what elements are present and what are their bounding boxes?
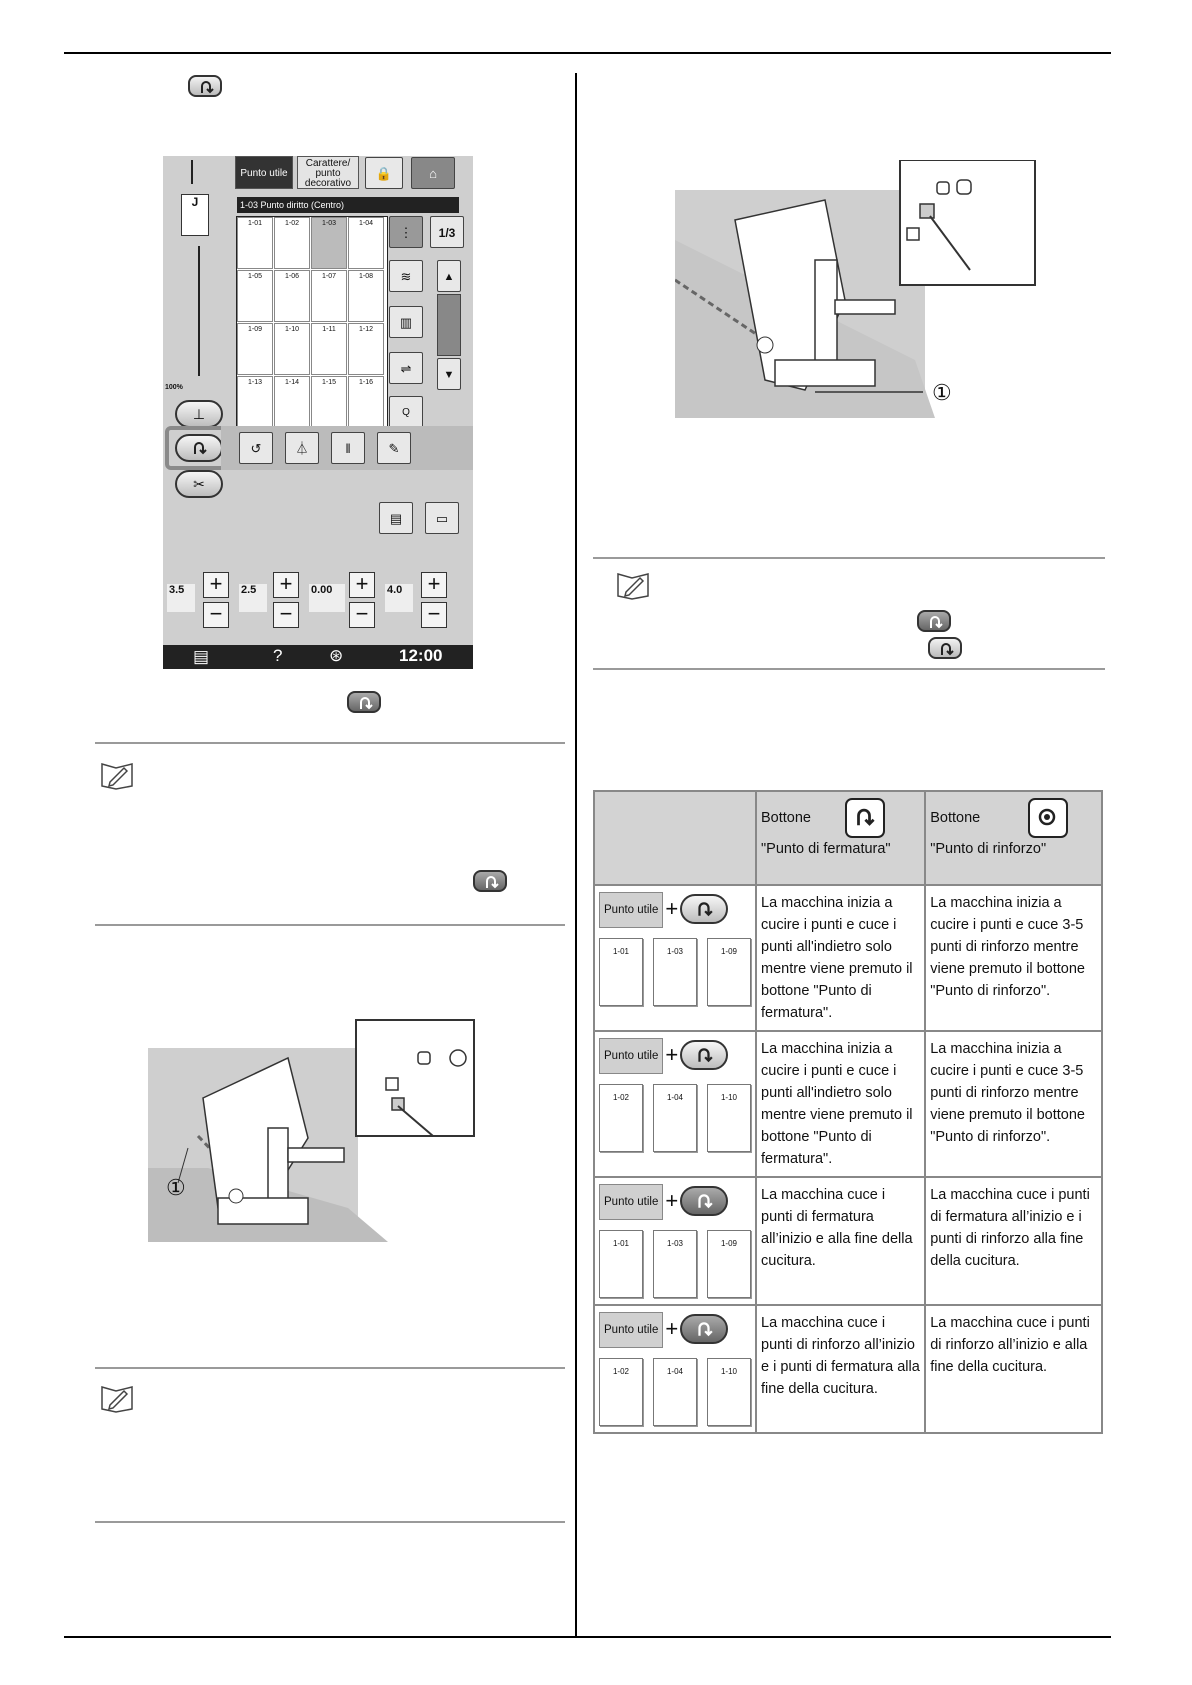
- stitch-cell[interactable]: 1-10: [274, 323, 310, 375]
- memory-button[interactable]: ▭: [425, 502, 459, 534]
- reverse-stitch-icon: [680, 894, 728, 924]
- stitch-thumbnail: 1-01: [599, 938, 643, 1006]
- category-button[interactable]: ▥: [389, 306, 423, 338]
- reinforcement-stitch-description: La macchina cuce i punti di fermatura all’inizio e i punti di rinforzo alla fine della cucitura.: [925, 1177, 1102, 1305]
- utility-stitch-label: Punto utile: [599, 1312, 663, 1348]
- table-row: [594, 885, 1102, 1031]
- table-row: [594, 1305, 1102, 1433]
- width-value: 3.5: [167, 584, 195, 612]
- stitch-combo-cell: Punto utile + 1-01 1-03 1-09: [594, 885, 756, 1031]
- reverse-stitch-icon: [845, 798, 885, 838]
- stitch-cell[interactable]: 1-09: [237, 323, 273, 375]
- header-empty-cell: [594, 791, 756, 885]
- table-row: [594, 1177, 1102, 1305]
- stitch-thumbnail: 1-09: [707, 1230, 751, 1298]
- stitch-cell[interactable]: 1-12: [348, 323, 384, 375]
- presser-foot-j-icon: J: [181, 194, 209, 236]
- stitch-cell[interactable]: 1-07: [311, 270, 347, 322]
- lock-icon[interactable]: 🔒: [365, 157, 403, 189]
- memo-top-rule: [95, 742, 565, 744]
- memo-top-rule: [593, 557, 1105, 559]
- header-reverse-stitch: Bottone "Punto di fermatura": [756, 791, 925, 885]
- needle-icon: [191, 160, 213, 184]
- stitch-thumbnail: 1-02: [599, 1084, 643, 1152]
- mirror-button[interactable]: ⏃: [285, 432, 319, 464]
- stitch-button-comparison-table: [593, 790, 1103, 1434]
- width-minus[interactable]: −: [203, 602, 229, 628]
- memo-bottom-rule: [95, 924, 565, 926]
- reverse-stitch-description: La macchina inizia a cucire i punti e cuce i punti all'indietro solo mentre viene premuto il bottone "Punto di fermatura".: [756, 1031, 925, 1177]
- presser-foot-button[interactable]: ⊥: [175, 400, 223, 428]
- reverse-stitch-button-icon: [188, 75, 222, 97]
- pen-button[interactable]: ✎: [377, 432, 411, 464]
- zoom-label: 100%: [165, 384, 183, 391]
- stitch-cell[interactable]: 1-05: [237, 270, 273, 322]
- document-icon[interactable]: ▤: [193, 647, 210, 666]
- auto-reinforce-icon: [680, 1186, 728, 1216]
- stitch-cell[interactable]: 1-14: [274, 376, 310, 428]
- position-plus[interactable]: +: [349, 572, 375, 598]
- stitch-cell[interactable]: 1-11: [311, 323, 347, 375]
- scroll-bar[interactable]: [437, 294, 461, 356]
- position-value: 0.00: [309, 584, 345, 612]
- utility-stitch-label: Punto utile: [599, 1184, 663, 1220]
- reinforcement-stitch-icon: [1028, 798, 1068, 838]
- memo-icon: [100, 1383, 134, 1413]
- tension-value: 4.0: [385, 584, 413, 612]
- auto-reinforce-button-icon: [917, 610, 951, 632]
- category-q-button[interactable]: Q: [389, 396, 423, 428]
- reinforcement-stitch-description: La macchina cuce i punti di rinforzo all’inizio e alla fine della cucitura.: [925, 1305, 1102, 1433]
- length-plus[interactable]: +: [273, 572, 299, 598]
- sewing-foot-illustration-end: [675, 160, 1037, 418]
- tab-utility-stitch[interactable]: Punto utile: [235, 156, 293, 189]
- utility-stitch-label: Punto utile: [599, 1038, 663, 1074]
- stitch-thumbnail: 1-04: [653, 1358, 697, 1426]
- memo-icon: [100, 760, 134, 790]
- length-minus[interactable]: −: [273, 602, 299, 628]
- stitch-grid: [236, 216, 388, 431]
- stitch-combo-cell: Punto utile + 1-02 1-04 1-10: [594, 1031, 756, 1177]
- stitch-thumbnail: 1-10: [707, 1084, 751, 1152]
- stitch-cell-selected[interactable]: 1-03: [311, 217, 347, 269]
- stitch-cell[interactable]: 1-04: [348, 217, 384, 269]
- bobbin-icon[interactable]: ⊛: [329, 646, 344, 665]
- position-minus[interactable]: −: [349, 602, 375, 628]
- pattern-title: 1-03 Punto diritto (Centro): [237, 197, 459, 213]
- stitch-combo-cell: Punto utile + 1-01 1-03 1-09: [594, 1177, 756, 1305]
- stitch-cell[interactable]: 1-16: [348, 376, 384, 428]
- stitch-thumbnail: 1-02: [599, 1358, 643, 1426]
- memo-icon: [616, 570, 650, 600]
- auto-reinforce-button-icon: [347, 691, 381, 713]
- table-header-row: [594, 791, 1102, 885]
- help-button[interactable]: ?: [273, 646, 283, 665]
- stitch-cell[interactable]: 1-01: [237, 217, 273, 269]
- table-row: [594, 1031, 1102, 1177]
- sewing-foot-illustration-start: [148, 1018, 476, 1242]
- header-reinforcement-stitch: Bottone "Punto di rinforzo": [925, 791, 1102, 885]
- stitch-preview-line: [198, 246, 200, 376]
- stitch-cell[interactable]: 1-15: [311, 376, 347, 428]
- status-bar: [163, 645, 473, 669]
- reverse-stitch-icon: [680, 1040, 728, 1070]
- tension-plus[interactable]: +: [421, 572, 447, 598]
- category-button[interactable]: ⇌: [389, 352, 423, 384]
- manual-button[interactable]: ▤: [379, 502, 413, 534]
- memo-bottom-rule: [593, 668, 1105, 670]
- stitch-thumbnail: 1-03: [653, 1230, 697, 1298]
- twin-needle-button[interactable]: ‖: [331, 432, 365, 464]
- page-indicator: 1/3: [430, 216, 464, 248]
- reinforcement-stitch-description: La macchina inizia a cucire i punti e cuce 3-5 punti di rinforzo mentre viene premuto il bottone "Punto di rinforzo".: [925, 885, 1102, 1031]
- reverse-stitch-screen-button[interactable]: [175, 434, 223, 462]
- auto-reinforce-icon: [680, 1314, 728, 1344]
- width-plus[interactable]: +: [203, 572, 229, 598]
- stitch-thumbnail: 1-04: [653, 1084, 697, 1152]
- length-value: 2.5: [239, 584, 267, 612]
- thread-cutter-button[interactable]: ✂: [175, 470, 223, 498]
- home-icon[interactable]: ⌂: [411, 157, 455, 189]
- stitch-thumbnail: 1-01: [599, 1230, 643, 1298]
- stitch-combo-cell: Punto utile + 1-02 1-04 1-10: [594, 1305, 756, 1433]
- category-button[interactable]: ≋: [389, 260, 423, 292]
- reverse-stitch-description: La macchina cuce i punti di rinforzo all’inizio e i punti di fermatura alla fine della cucitura.: [756, 1305, 925, 1433]
- utility-stitch-label: Punto utile: [599, 892, 663, 928]
- category-button[interactable]: ⋮: [389, 216, 423, 248]
- reinforcement-stitch-description: La macchina inizia a cucire i punti e cuce 3-5 punti di rinforzo mentre viene premuto il bottone "Punto di rinforzo".: [925, 1031, 1102, 1177]
- stitch-thumbnail: 1-03: [653, 938, 697, 1006]
- scroll-down-button[interactable]: ▼: [437, 358, 461, 390]
- stitch-thumbnail: 1-10: [707, 1358, 751, 1426]
- scroll-up-button[interactable]: ▲: [437, 260, 461, 292]
- memo-top-rule: [95, 1367, 565, 1369]
- machine-lcd-screen: [163, 156, 473, 669]
- column-divider: [575, 73, 577, 1636]
- stitch-thumbnail: 1-09: [707, 938, 751, 1006]
- callout-1-right: ①: [932, 380, 952, 405]
- image-key-button[interactable]: ↺: [239, 432, 273, 464]
- reverse-stitch-description: La macchina cuce i punti di fermatura all’inizio e alla fine della cucitura.: [756, 1177, 925, 1305]
- stitch-cell[interactable]: 1-02: [274, 217, 310, 269]
- stitch-cell[interactable]: 1-08: [348, 270, 384, 322]
- reverse-stitch-button-icon: [928, 637, 962, 659]
- tab-character-decorative[interactable]: Carattere/ punto decorativo: [297, 156, 359, 189]
- top-rule: [64, 52, 1111, 54]
- clock: 12:00: [399, 646, 443, 665]
- tension-minus[interactable]: −: [421, 602, 447, 628]
- callout-1-left: ①: [166, 1175, 186, 1200]
- bottom-rule: [64, 1636, 1111, 1638]
- auto-reinforce-button-icon: [473, 870, 507, 892]
- memo-bottom-rule: [95, 1521, 565, 1523]
- stitch-cell[interactable]: 1-06: [274, 270, 310, 322]
- stitch-cell[interactable]: 1-13: [237, 376, 273, 428]
- reverse-stitch-description: La macchina inizia a cucire i punti e cuce i punti all'indietro solo mentre viene premuto il bottone "Punto di fermatura".: [756, 885, 925, 1031]
